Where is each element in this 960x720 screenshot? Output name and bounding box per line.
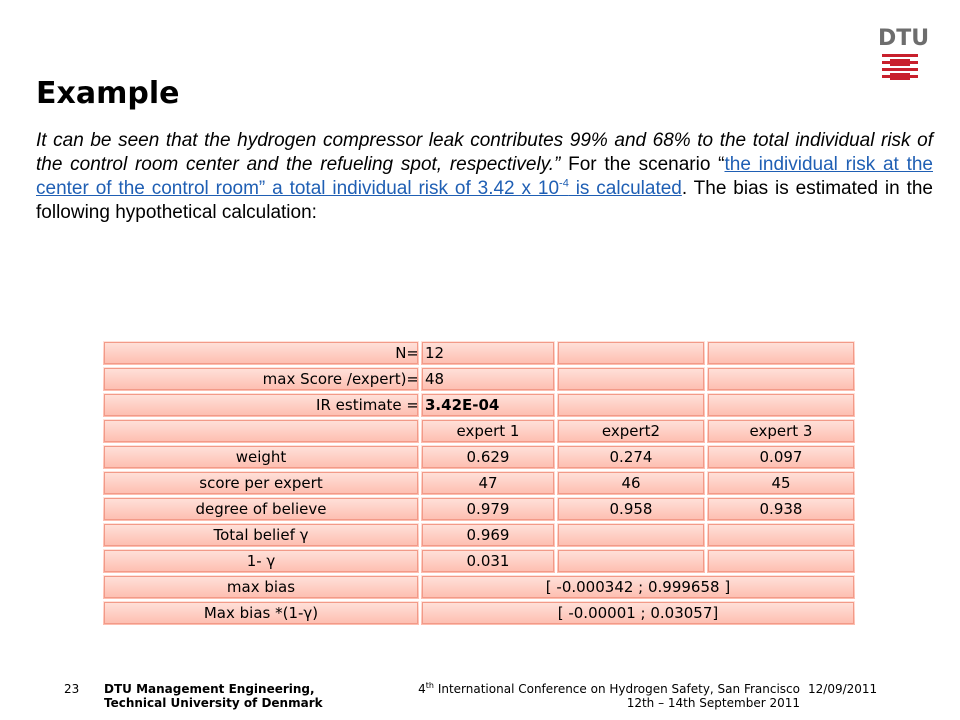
- footer-conference: 4th International Conference on Hydrogen Safety, San Francisco 12th – 14th September 2011: [418, 681, 800, 710]
- table-row: [102, 366, 856, 392]
- dtu-logo-text: DTU: [878, 26, 930, 51]
- dtu-logo: [878, 26, 930, 88]
- row-label: score per expert: [102, 470, 420, 496]
- row-label: [102, 418, 420, 444]
- cell: 12: [420, 340, 556, 366]
- cell: 0.969: [420, 522, 556, 548]
- cell: [556, 392, 706, 418]
- table-row: [102, 470, 856, 496]
- cell: 0.938: [706, 496, 856, 522]
- slide-title: Example: [36, 76, 180, 111]
- cell: [556, 366, 706, 392]
- scenario-link[interactable]: the individual risk at the center of the control room” a total individual risk of 3.42 x $10^{-4}$ is calculated: [36, 154, 933, 199]
- table-row: [102, 496, 856, 522]
- cell: 48: [420, 366, 556, 392]
- dtu-logo-icon: [878, 50, 922, 84]
- row-label: Total belief γ: [102, 522, 420, 548]
- tail-text: . The bias is estimated in the following hypothetical calculation:: [36, 178, 933, 223]
- row-label: degree of believe: [102, 496, 420, 522]
- cell: 0.979: [420, 496, 556, 522]
- cell: [706, 392, 856, 418]
- cell: 3.42E-04: [420, 392, 556, 418]
- table-row: [102, 340, 856, 366]
- row-label: weight: [102, 444, 420, 470]
- cell: [556, 522, 706, 548]
- table-row: [102, 522, 856, 548]
- table-row: [102, 600, 856, 626]
- table-row: [102, 574, 856, 600]
- cell: [706, 522, 856, 548]
- column-header: expert 3: [706, 418, 856, 444]
- cell: 0.274: [556, 444, 706, 470]
- row-label: max bias: [102, 574, 420, 600]
- cell: [556, 340, 706, 366]
- row-label: IR estimate =: [102, 392, 420, 418]
- lead-text: For the scenario “: [568, 154, 725, 175]
- table-row: [102, 392, 856, 418]
- footer-date: 12/09/2011: [808, 682, 878, 696]
- row-label: Max bias *(1-γ): [102, 600, 420, 626]
- row-label: 1- γ: [102, 548, 420, 574]
- cell: 0.097: [706, 444, 856, 470]
- cell: [706, 340, 856, 366]
- cell: 0.031: [420, 548, 556, 574]
- cell: 0.629: [420, 444, 556, 470]
- cell: 47: [420, 470, 556, 496]
- merged-cell: [ -0.00001 ; 0.03057]: [420, 600, 856, 626]
- row-label: max Score /expert)=: [102, 366, 420, 392]
- cell: [706, 548, 856, 574]
- cell: [556, 548, 706, 574]
- table-row: [102, 548, 856, 574]
- footer-organization: DTU Management Engineering, Technical University of Denmark: [104, 682, 323, 710]
- bias-calculation-table: [101, 339, 857, 627]
- row-label: N=: [102, 340, 420, 366]
- table-row: [102, 444, 856, 470]
- body-paragraph: [36, 129, 933, 225]
- column-header: expert 1: [420, 418, 556, 444]
- quote-text: It can be seen that the hydrogen compressor leak contributes 99% and 68% to the total individual risk of the control room center and the refueling spot, respectively.”: [36, 130, 933, 175]
- cell: [706, 366, 856, 392]
- cell: 46: [556, 470, 706, 496]
- cell: 45: [706, 470, 856, 496]
- table-row: [102, 418, 856, 444]
- page-number: 23: [64, 682, 80, 696]
- column-header: expert2: [556, 418, 706, 444]
- merged-cell: [ -0.000342 ; 0.999658 ]: [420, 574, 856, 600]
- cell: 0.958: [556, 496, 706, 522]
